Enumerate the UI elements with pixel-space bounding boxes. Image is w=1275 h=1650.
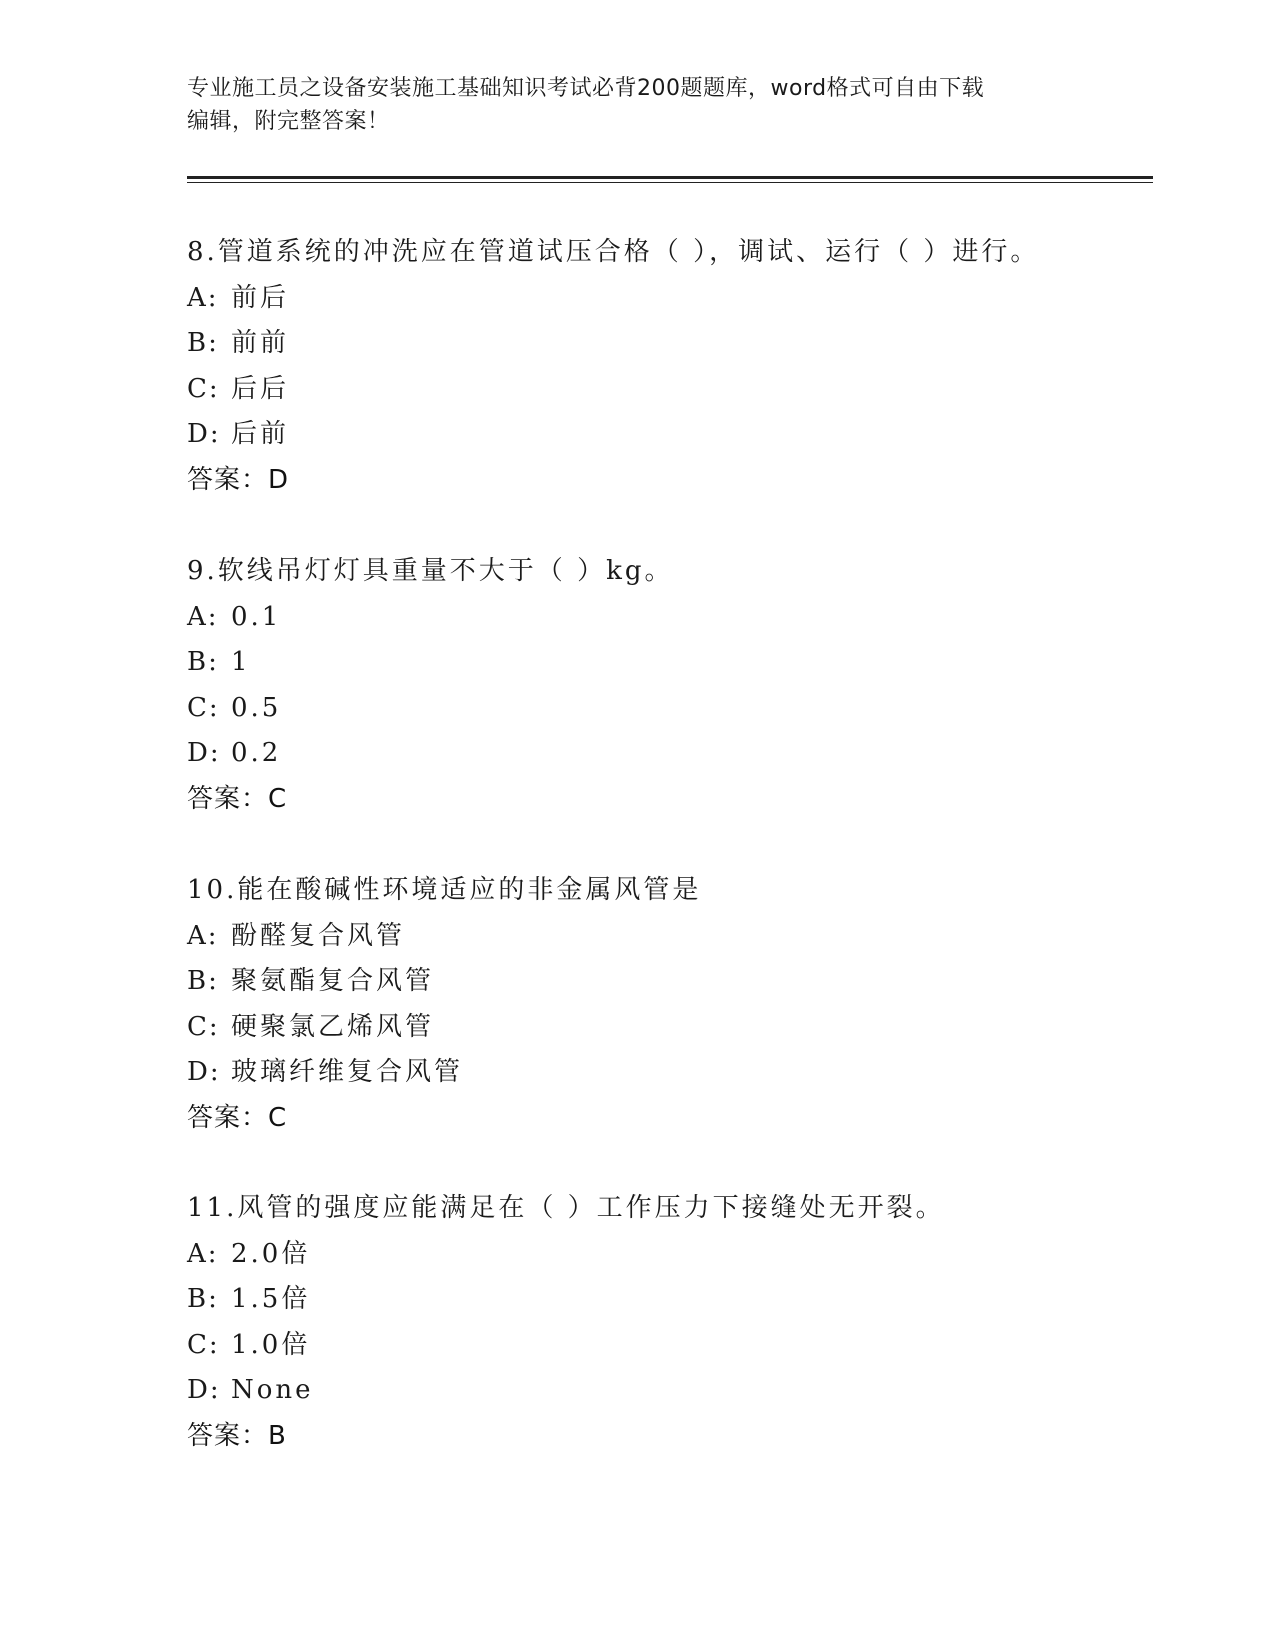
- option-text: 玻璃纤维复合风管: [231, 1057, 464, 1087]
- question-stem: 11.风管的强度应能满足在（ ）工作压力下接缝处无开裂。: [187, 1193, 945, 1223]
- option-c: [187, 367, 1147, 413]
- question-stem: 9.软线吊灯灯具重量不大于（ ）kg。: [187, 556, 674, 586]
- option-c: [187, 686, 1147, 732]
- option-text: 0.2: [231, 738, 282, 768]
- option-text: 0.1: [231, 601, 282, 632]
- option-text: 后前: [231, 419, 290, 449]
- option-letter: D:: [187, 738, 221, 768]
- option-text: 酚醛复合风管: [231, 920, 406, 951]
- question-block: [187, 230, 1147, 503]
- option-b: [187, 1277, 1147, 1323]
- option-letter: B:: [187, 966, 219, 996]
- option-text: 0.5: [231, 692, 282, 723]
- option-text: 前前: [231, 328, 290, 358]
- option-letter: C:: [187, 1011, 220, 1042]
- option-c: [187, 1005, 1147, 1051]
- header-title-line-2: 编辑，附完整答案！: [187, 109, 390, 134]
- header-divider-thin: [187, 182, 1153, 183]
- answer-line: 答案：C: [187, 783, 288, 814]
- question-block: [187, 1186, 1147, 1459]
- option-a: [187, 1232, 1147, 1278]
- option-b: [187, 640, 1147, 686]
- option-text: None: [231, 1375, 314, 1405]
- option-a: [187, 914, 1147, 960]
- answer-line: 答案：C: [187, 1102, 288, 1133]
- answer-line: 答案：D: [187, 464, 290, 495]
- option-text: 聚氨酯复合风管: [231, 966, 435, 996]
- option-text: 1.5倍: [231, 1284, 311, 1314]
- question-block: [187, 868, 1147, 1141]
- option-text: 前后: [231, 282, 290, 313]
- option-text: 硬聚氯乙烯风管: [231, 1011, 435, 1042]
- option-letter: A:: [187, 920, 219, 951]
- option-b: [187, 959, 1147, 1005]
- option-d: [187, 731, 1147, 777]
- option-b: [187, 321, 1147, 367]
- option-letter: A:: [187, 601, 219, 632]
- option-letter: C:: [187, 692, 220, 723]
- question-block: [187, 549, 1147, 822]
- option-d: [187, 412, 1147, 458]
- answer-line: 答案：B: [187, 1420, 287, 1451]
- option-letter: B:: [187, 647, 219, 677]
- option-c: [187, 1323, 1147, 1369]
- option-text: 2.0倍: [231, 1238, 311, 1269]
- option-d: [187, 1050, 1147, 1096]
- option-letter: D:: [187, 1375, 221, 1405]
- question-stem: 10.能在酸碱性环境适应的非金属风管是: [187, 875, 702, 905]
- header-title-line-1: 专业施工员之设备安装施工基础知识考试必背200题题库，word格式可自由下载: [187, 76, 985, 101]
- option-letter: B:: [187, 328, 219, 358]
- option-letter: C:: [187, 373, 220, 404]
- option-text: 1: [231, 647, 251, 677]
- option-letter: D:: [187, 1057, 221, 1087]
- option-letter: A:: [187, 282, 219, 313]
- document-header: [187, 72, 1067, 138]
- question-stem: 8.管道系统的冲洗应在管道试压合格（ ），调试、运行（ ）进行。: [187, 237, 1040, 267]
- option-text: 1.0倍: [231, 1329, 311, 1360]
- option-a: [187, 276, 1147, 322]
- option-text: 后后: [231, 373, 290, 404]
- header-divider-thick: [187, 176, 1153, 179]
- option-letter: B:: [187, 1284, 219, 1314]
- option-letter: D:: [187, 419, 221, 449]
- option-letter: C:: [187, 1329, 220, 1360]
- option-d: [187, 1368, 1147, 1414]
- option-a: [187, 595, 1147, 641]
- option-letter: A:: [187, 1238, 219, 1269]
